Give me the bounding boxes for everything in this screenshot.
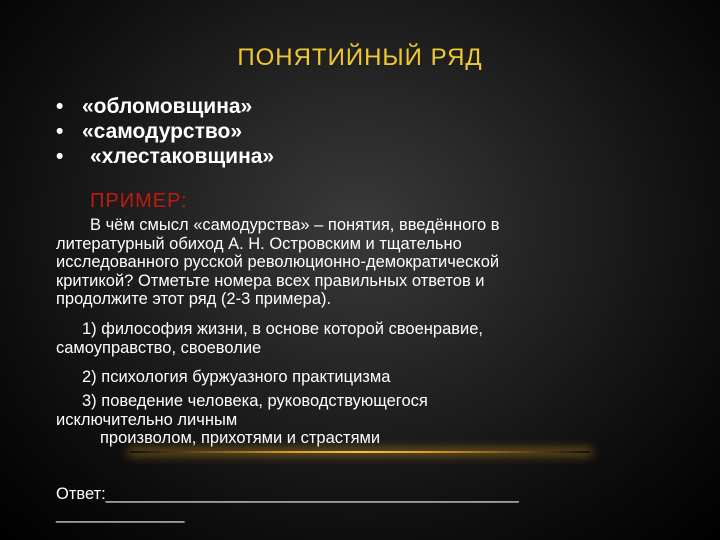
option-line: 2) психология буржуазного практицизма xyxy=(82,368,391,386)
divider-glow xyxy=(130,451,590,453)
term-khlestakovshchina: «хлестаковщина» xyxy=(90,145,275,168)
option-3 xyxy=(56,392,428,448)
option-line: 3) поведение человека, руководствующегося xyxy=(82,392,428,410)
term-samodurstvo: «самодурство» xyxy=(82,120,243,143)
option-2 xyxy=(56,368,390,387)
term-oblomovshchina: «обломовщина» xyxy=(82,95,253,118)
question-line: исследованного русской революционно-демократической xyxy=(56,253,500,271)
bullet-icon: • xyxy=(56,120,64,143)
question-line: В чём смысл «самодурства» – понятия, введённого в xyxy=(90,216,500,234)
bullet-icon: • xyxy=(56,145,64,168)
example-label: ПРИМЕР: xyxy=(90,190,188,212)
option-line: 1) философия жизни, в основе которой своенравие, xyxy=(82,320,483,338)
list-item xyxy=(56,94,274,119)
slide-title: ПОНЯТИЙНЫЙ РЯД xyxy=(237,44,483,71)
answer-line: ______________ xyxy=(56,505,185,523)
list-item xyxy=(56,119,274,144)
option-1 xyxy=(56,320,483,357)
question-line: критикой? Отметьте номера всех правильных ответов и xyxy=(56,271,485,290)
option-line: исключительно личным xyxy=(56,410,238,429)
bullet-icon: • xyxy=(56,95,64,118)
answer-line: Ответ:_____________________________________________ xyxy=(56,485,519,503)
question-line: продолжите этот ряд (2-3 примера). xyxy=(56,290,332,308)
term-list xyxy=(56,94,274,169)
question-line: литературный обиход А. Н. Островским и тщательно xyxy=(56,234,462,253)
list-item xyxy=(56,144,274,169)
question-text xyxy=(56,216,500,309)
answer-field xyxy=(56,484,519,524)
option-line: самоуправство, своеволие xyxy=(56,338,262,357)
option-line: произволом, прихотями и страстями xyxy=(100,429,381,447)
